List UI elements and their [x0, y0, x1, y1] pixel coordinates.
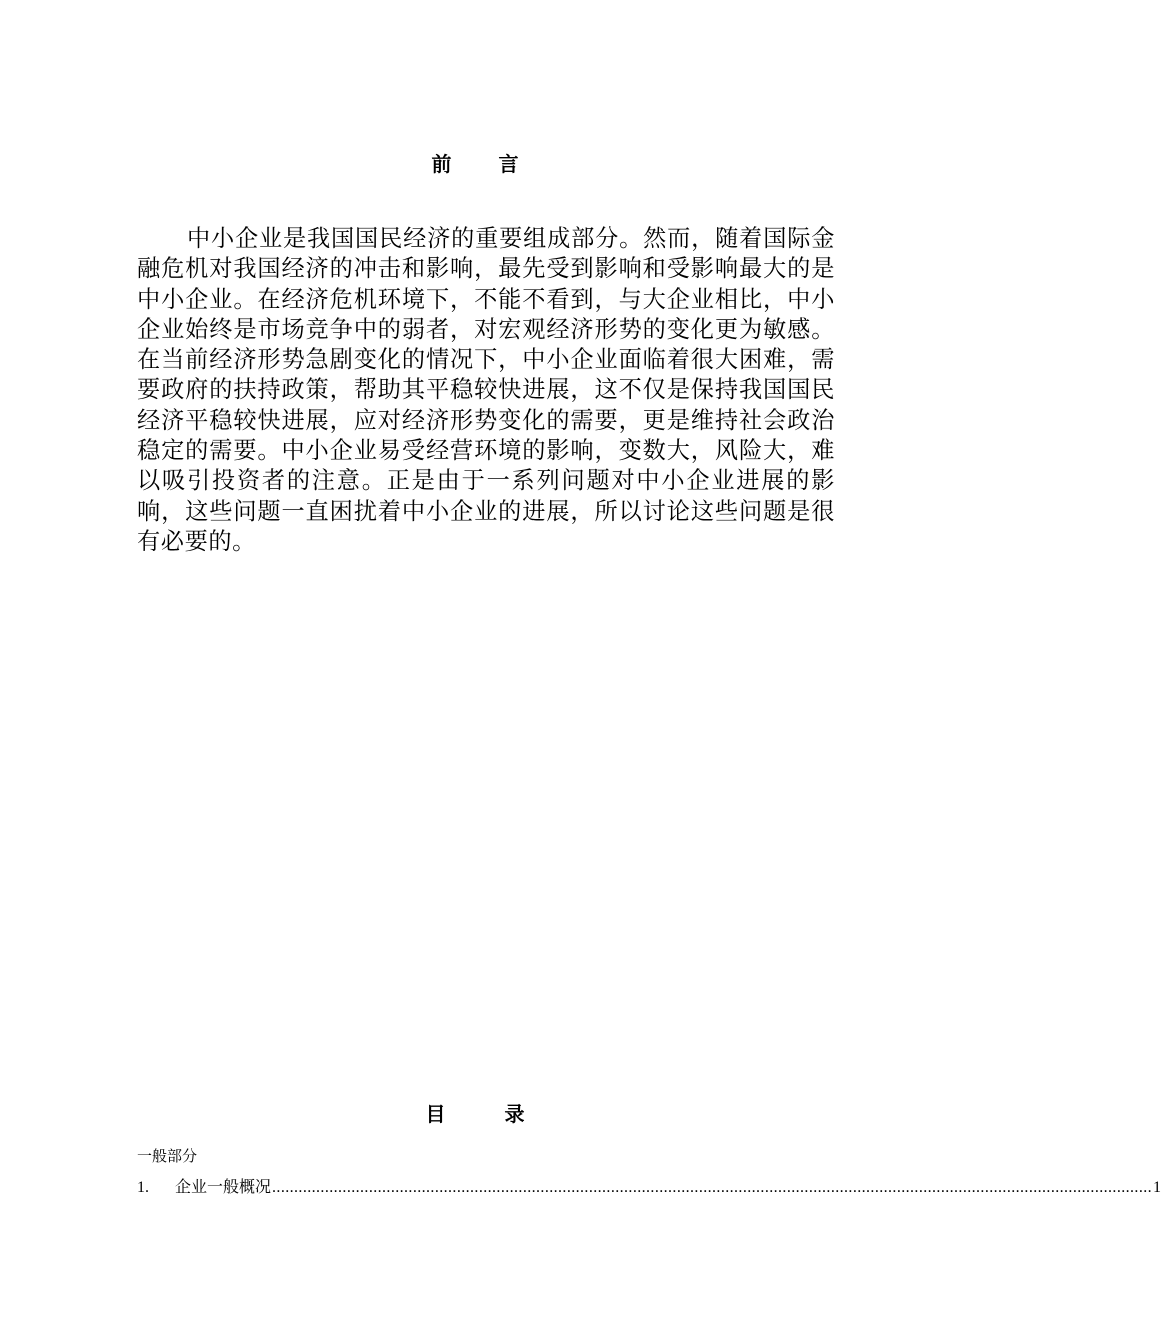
toc-entry[interactable] [137, 1176, 1161, 1199]
preface-title: 前 言 [431, 152, 539, 176]
toc-entry-number: 1. [137, 1179, 149, 1196]
toc-dot-leader: ........................................................................................................................................................................................................ [272, 1179, 1153, 1196]
toc-entry-label: 企业一般概况 [175, 1177, 272, 1196]
toc-section-label: 一般部分 [137, 1147, 198, 1165]
toc-title: 目 录 [425, 1102, 551, 1126]
toc-entry-page: 1 [1153, 1179, 1161, 1196]
preface-paragraph: 中小企业是我国国民经济的重要组成部分。然而，随着国际金融危机对我国经济的冲击和影响，最先受到影响和受影响最大的是中小企业。在经济危机环境下，不能不看到，与大企业相比，中小企业始终是市场竞争中的弱者，对宏观经济形势的变化更为敏感。在当前经济形势急剧变化的情况下，中小企业面临着很大困难，需要政府的扶持政策，帮助其平稳较快进展，这不仅是保持我国国民经济平稳较快进展，应对经济形势变化的需要，更是维持社会政治稳定的需要。中小企业易受经营环境的影响，变数大，风险大，难以吸引投资者的注意。正是由于一系列问题对中小企业进展的影响，这些问题一直困扰着中小企业的进展，所以讨论这些问题是很有必要的。 [137, 225, 835, 555]
